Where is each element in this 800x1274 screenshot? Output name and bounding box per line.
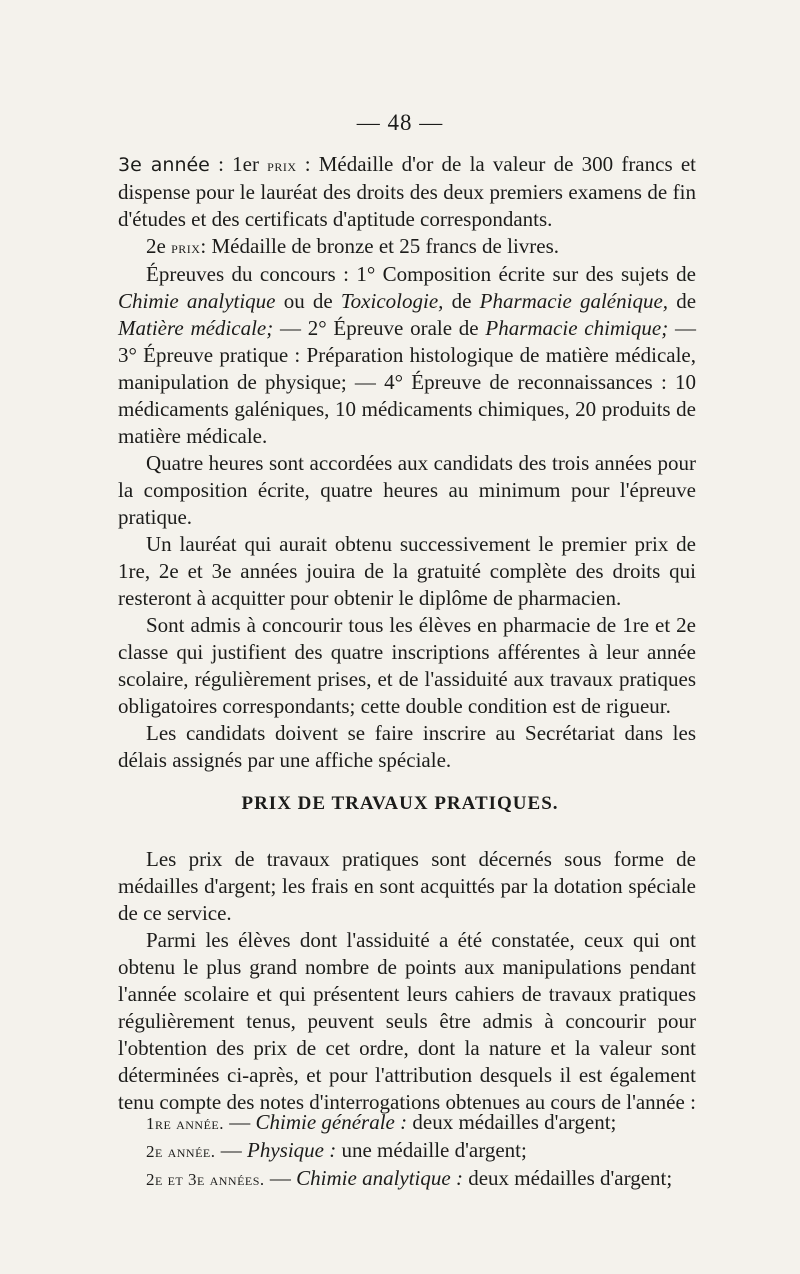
epreuves-ou-de: ou de: [283, 289, 333, 313]
travaux-pratiques-section: [118, 846, 696, 1116]
epreuves-paragraph: [118, 261, 696, 450]
laureat-paragraph: Un lauréat qui aurait obtenu successivement le premier prix de 1re, 2e et 3e années jouira de la gratuité complète des droits qui resteront à acquitter pour obtenir le diplôme de pharmacien.: [118, 532, 696, 610]
subject-pharmacie-chimique: Pharmacie chimique;: [485, 316, 669, 340]
epreuves-intro: Épreuves du concours : 1° Composition écrite sur des sujets de: [146, 262, 696, 286]
prize2-rank: 2e: [146, 234, 166, 258]
inscrire-paragraph: Les candidats doivent se faire inscrire au Secrétariat dans les délais assignés par une affiche spéciale.: [118, 721, 696, 772]
prize1-text: : Médaille d'or de la valeur de 300 francs et dispense pour le lauréat des droits des deux premiers examens de fin d'études et des certificats d'aptitude correspondants.: [118, 152, 696, 231]
prize-year: 2e année.: [146, 1142, 216, 1161]
prize-award: deux médailles d'argent;: [412, 1110, 617, 1134]
subject-toxicologie: Toxicologie,: [340, 289, 444, 313]
prize2-word: prix: [171, 238, 201, 257]
epreuves-epreuve2: — 2° Épreuve orale de: [279, 316, 479, 340]
prize1-rank: 1er: [232, 152, 259, 176]
subject-chimie-analytique: Chimie analytique: [118, 289, 276, 313]
epreuves-rest: — 3° Épreuve pratique : Préparation histologique de matière médicale, manipulation de physique; — 4° Épreuve de reconnaissances : 10 médicaments galéniques, 10 médicaments chimiques, 20 produits de matière médicale.: [118, 316, 696, 448]
prize-item: 2e et 3e années. — Chimie analytique : deux médailles d'argent;: [146, 1166, 673, 1190]
subject-matiere-medicale: Matière médicale;: [118, 316, 274, 340]
admis-paragraph: Sont admis à concourir tous les élèves en pharmacie de 1re et 2e classe qui justifient des quatre inscriptions afférentes à leur année scolaire, régulièrement prises, et de l'assiduité aux travaux pratiques obligatoires correspondants; cette double condition est de rigueur.: [118, 613, 696, 718]
section-paragraph-1: Les prix de travaux pratiques sont décernés sous forme de médailles d'argent; les frais en sont acquittés par la dotation spéciale de ce service.: [118, 847, 696, 925]
prize-item: 1re année. — Chimie générale : deux médailles d'argent;: [146, 1110, 617, 1134]
prize2-text: : Médaille de bronze et 25 francs de livres.: [200, 234, 560, 258]
third-year-label: 3e année: [118, 154, 210, 176]
subject-pharmacie-galenique: Pharmacie galénique,: [479, 289, 669, 313]
prize-award: deux médailles d'argent;: [468, 1166, 673, 1190]
prize-list: [118, 1109, 696, 1193]
section-heading: PRIX DE TRAVAUX PRATIQUES.: [241, 793, 559, 814]
prize-award: une médaille d'argent;: [341, 1138, 527, 1162]
quatre-heures-paragraph: Quatre heures sont accordées aux candidats des trois années pour la composition écrite, quatre heures au minimum pour l'épreuve pratique.: [118, 451, 696, 529]
prize1-word: prix: [267, 156, 297, 175]
third-year-section: [118, 151, 696, 774]
prize-subject: Chimie générale :: [255, 1110, 408, 1134]
prize-subject: Chimie analytique :: [296, 1166, 463, 1190]
prize-year: 2e et 3e années.: [146, 1170, 265, 1189]
epreuves-de: de: [451, 289, 472, 313]
epreuves-de2: de: [676, 289, 697, 313]
prize-item: 2e année. — Physique : une médaille d'argent;: [146, 1138, 527, 1162]
third-year-prize-1: 3e année : 1er prix : Médaille d'or de la valeur de 300 francs et dispense pour le lauréat des droits des deux premiers examens de fin d'études et des certificats d'aptitude correspondants.: [118, 152, 696, 231]
prize-subject: Physique :: [247, 1138, 337, 1162]
prize-year: 1re année.: [146, 1114, 224, 1133]
third-year-prize-2: [118, 233, 696, 261]
page-number: — 48 —: [356, 110, 444, 135]
section-paragraph-2: Parmi les élèves dont l'assiduité a été constatée, ceux qui ont obtenu le plus grand nombre de points aux manipulations pendant l'année scolaire et qui présentent leurs cahiers de travaux pratiques régulièrement tenus, peuvent seuls être admis à concourir pour l'obtention des prix de cet ordre, dont la nature et la valeur sont déterminées ci-après, et pour l'attribution desquels il est également tenu compte des notes d'interrogations obtenues au cours de l'année :: [118, 928, 696, 1114]
